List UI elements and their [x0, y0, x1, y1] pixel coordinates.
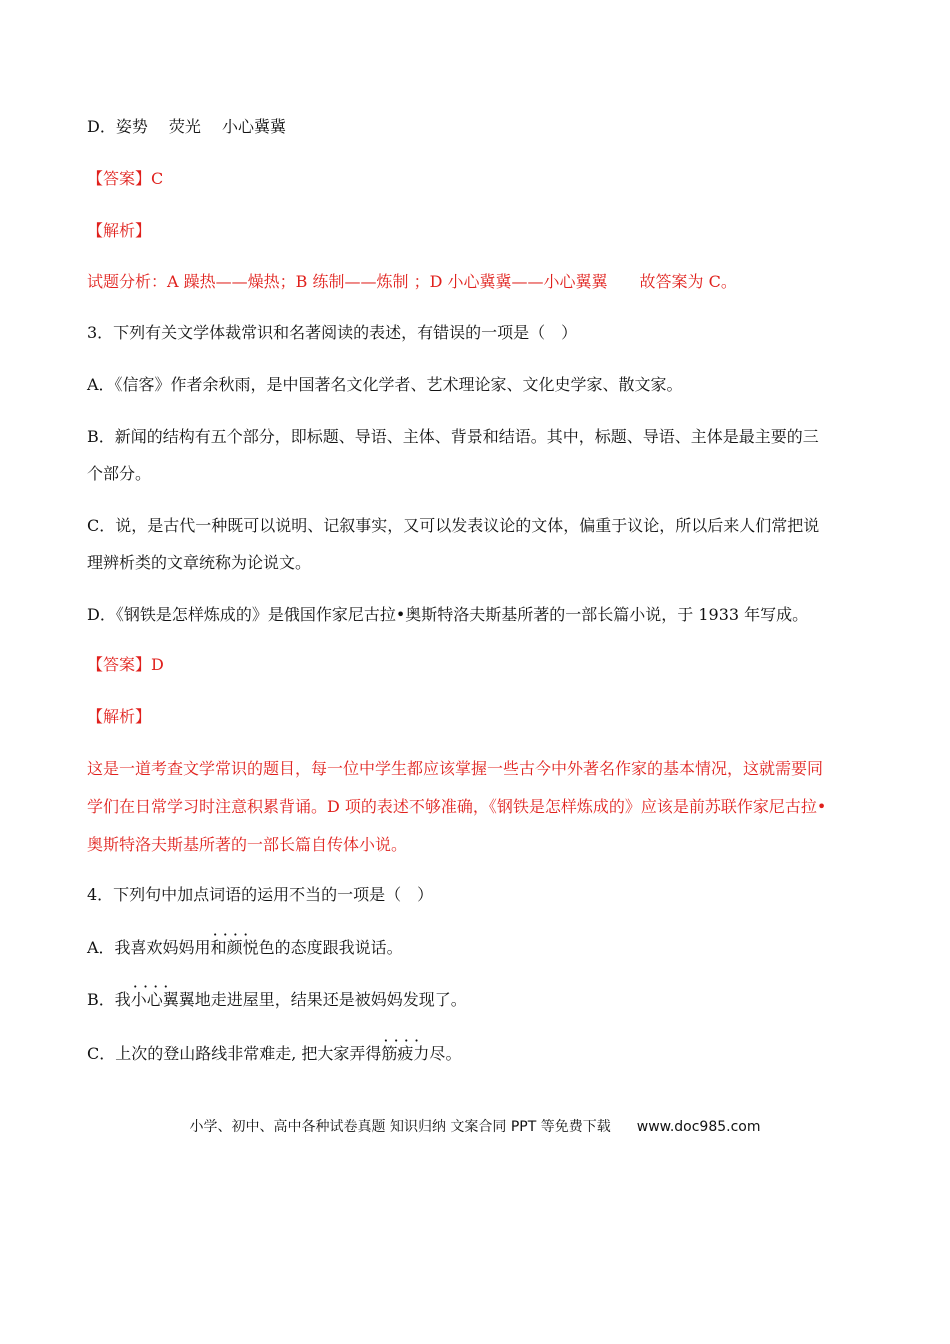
q3-analysis-line2: 学们在日常学习时注意积累背诵。D 项的表述不够准确，《钢铁是怎样炼成的》应该是前苏联作家尼古拉• — [87, 797, 827, 816]
q3-option-b-line1: B．新闻的结构有五个部分，即标题、导语、主体、背景和结语。其中，标题、导语、主体是最主要的三 — [87, 427, 819, 446]
q3-analysis-line1: 这是一道考查文学常识的题目，每一位中学生都应该掌握一些古今中外著名作家的基本情况，这就需要同 — [87, 759, 824, 778]
q4-option-c-emphasis: · · · · 筋疲力尽 — [381, 1044, 445, 1064]
page-footer — [0, 1116, 950, 1136]
q3-option-c-line2: 理辨析类的文章统称为论说文。 — [87, 553, 312, 572]
q3-analysis-line3: 奥斯特洛夫斯基所著的一部长篇自传体小说。 — [87, 835, 408, 854]
q2-analysis-label: 【解析】 — [87, 221, 152, 240]
q3-analysis-label: 【解析】 — [87, 707, 152, 726]
q3-option-d: D．《钢铁是怎样炼成的》是俄国作家尼古拉•奥斯特洛夫斯基所著的一部长篇小说，于 1933 年写成。 — [87, 605, 809, 624]
footer-text: 小学、初中、高中各种试卷真题 知识归纳 文案合同 PPT 等免费下载 — [189, 1119, 611, 1135]
q4-option-a-emphasis: · · · · 和颜悦色 — [211, 938, 275, 958]
q4-option-a — [87, 938, 403, 958]
q3-option-a: A．《信客》作者余秋雨，是中国著名文化学者、艺术理论家、文化史学家、散文家。 — [87, 375, 683, 394]
q4-option-b-emphasis: · · · · 小心翼翼 — [131, 990, 195, 1010]
q4-option-c — [87, 1044, 461, 1064]
q3-stem: 3．下列有关文学体裁常识和名著阅读的表述，有错误的一项是（ ） — [87, 323, 578, 342]
q2-analysis: 试题分析：A 躁热——燥热；B 练制——炼制 ；D 小心冀冀——小心翼翼 故答案为 C。 — [87, 272, 737, 291]
q4-option-b-post: 地走进屋里，结果还是被妈妈发现了。 — [194, 990, 467, 1009]
q4-option-a-post: 的态度跟我说话。 — [274, 938, 403, 957]
q3-option-c-line1: C．说，是古代一种既可以说明、记叙事实，又可以发表议论的文体，偏重于议论，所以后来人们常把说 — [87, 516, 820, 535]
q3-option-b-line2: 个部分。 — [87, 464, 152, 483]
q2-answer: 【答案】C — [87, 169, 164, 188]
q4-option-c-pre: C．上次的登山路线非常难走, 把大家弄得 — [87, 1044, 382, 1063]
q2-option-d: D．姿势 荧光 小心冀冀 — [87, 117, 287, 136]
q4-option-c-post: 。 — [445, 1044, 462, 1063]
q4-option-b-pre: B．我 — [87, 990, 131, 1009]
footer-url-link[interactable]: www.doc985.com — [636, 1119, 761, 1135]
q4-option-b — [87, 990, 467, 1010]
q4-stem: 4．下列句中加点词语的运用不当的一项是（ ） — [87, 885, 434, 904]
q3-answer: 【答案】D — [87, 655, 164, 674]
q4-option-a-pre: A．我喜欢妈妈用 — [87, 938, 211, 957]
